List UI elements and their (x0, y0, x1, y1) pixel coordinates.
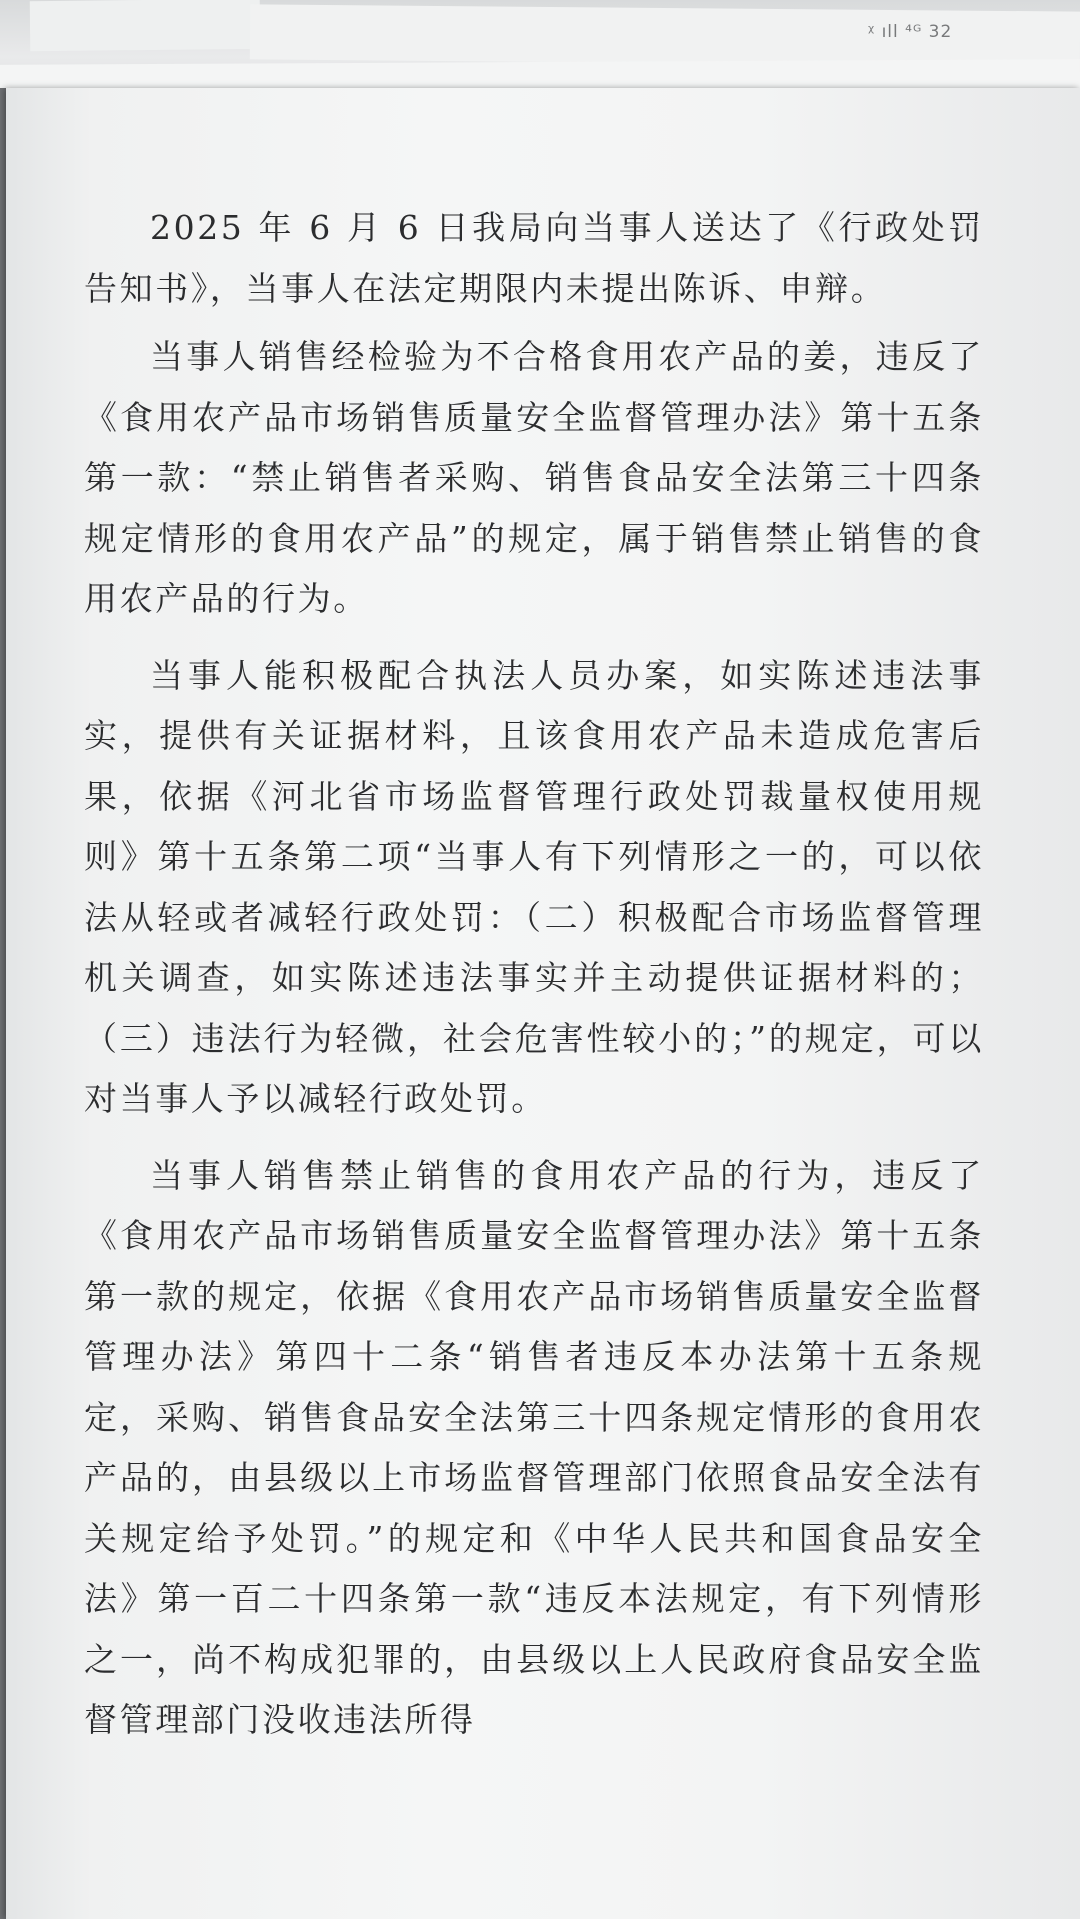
document-page (6, 88, 1080, 1919)
paragraph-notice-delivered: 2025 年 6 月 6 日我局向当事人送达了《行政处罚告知书》，当事人在法定期限内未提出陈诉、申辩。 (84, 208, 984, 308)
paragraph-legal-basis: 当事人销售禁止销售的食用农产品的行为，违反了《食用农产品市场销售质量安全监督管理办法》第十五条第一款的规定，依据《食用农产品市场销售质量安全监督管理办法》第四十二条“销售者违反本办法第十五条规定，采购、销售食品安全法第三十四条规定情形的食用农产品的，由县级以上市场监督管理部门依照食品安全法有关规定给予处罚。”的规定和《中华人民共和国食品安全法》第一百二十四条第一款“违反本法规定，有下列情形之一，尚不构成犯罪的，由县级以上人民政府食品安全监督管理部门没收违法所得 (84, 1155, 984, 1739)
status-bar-ghost-text: ᵡ ıll ⁴ᴳ 32 (868, 22, 953, 42)
document-body (84, 88, 984, 1751)
background-sheet-left (30, 0, 261, 51)
paragraph-mitigation: 当事人能积极配合执法人员办案，如实陈述违法事实，提供有关证据材料，且该食用农产品未造成危害后果，依据《河北省市场监督管理行政处罚裁量权使用规则》第十五条第二项“当事人有下列情形之一的，可以依法从轻或者减轻行政处罚：（二）积极配合市场监督管理机关调查，如实陈述违法事实并主动提供证据材料的；（三）违法行为轻微，社会危害性较小的；”的规定，可以对当事人予以减轻行政处罚。 (84, 655, 984, 1118)
background-sheet-right (250, 4, 1080, 66)
paragraph-violation: 当事人销售经检验为不合格食用农产品的姜，违反了《食用农产品市场销售质量安全监督管理办法》第十五条第一款：“禁止销售者采购、销售食品安全法第三十四条规定情形的食用农产品”的规定，属于销售禁止销售的食用农产品的行为。 (84, 337, 984, 618)
